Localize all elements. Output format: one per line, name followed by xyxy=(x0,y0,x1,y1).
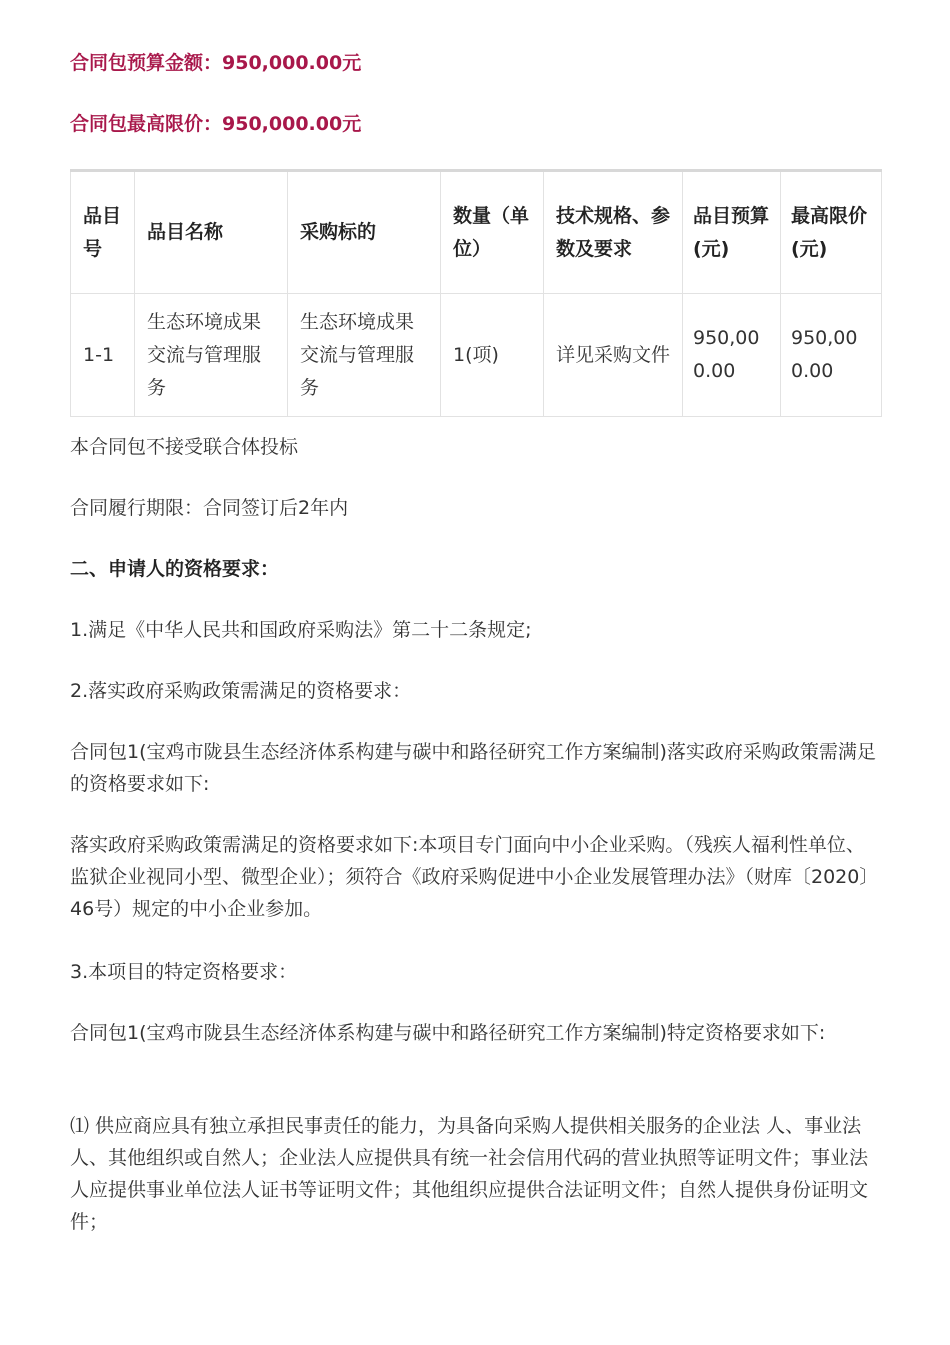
items-table xyxy=(70,169,882,417)
requirement-2-package: 合同包1(宝鸡市陇县生态经济体系构建与碳中和路径研究工作方案编制)落实政府采购政策需满足的资格要求如下: xyxy=(70,741,876,795)
cell-purchase-target: 生态环境成果交流与管理服务 xyxy=(288,294,441,417)
requirement-3-package: 合同包1(宝鸡市陇县生态经济体系构建与碳中和路径研究工作方案编制)特定资格要求如下: xyxy=(70,1022,826,1044)
header-max-price: 最高限价(元) xyxy=(781,171,882,294)
cell-item-budget: 950,000.00 xyxy=(683,294,781,417)
package-max-price: 合同包最高限价：950,000.00元 xyxy=(70,113,362,135)
cell-item-name: 生态环境成果交流与管理服务 xyxy=(135,294,288,417)
header-specs: 技术规格、参数及要求 xyxy=(544,171,683,294)
no-consortium-note: 本合同包不接受联合体投标 xyxy=(70,436,299,458)
requirement-2-detail: 落实政府采购政策需满足的资格要求如下:本项目专门面向中小企业采购。（残疾人福利性单位、监狱企业视同小型、微型企业）；须符合《政府采购促进中小企业发展管理办法》（财库〔2020〕46号）规定的中小企业参加。 xyxy=(70,834,879,920)
cell-quantity: 1(项) xyxy=(441,294,544,417)
package-budget: 合同包预算金额：950,000.00元 xyxy=(70,52,362,74)
requirement-1: 1.满足《中华人民共和国政府采购法》第二十二条规定; xyxy=(70,619,532,641)
table-header-row xyxy=(71,171,882,294)
cell-item-no: 1-1 xyxy=(71,294,135,417)
requirement-3: 3.本项目的特定资格要求： xyxy=(70,961,298,983)
requirement-3-item-1: ⑴ 供应商应具有独立承担民事责任的能力，为具备向采购人提供相关服务的企业法 人、事业法人、其他组织或自然人；企业法人应提供具有统一社会信用代码的营业执照等证明文件；事业法人应提供事业单位法人证书等证明文件；其他组织应提供合法证明文件；自然人提供身份证明文件； xyxy=(70,1115,869,1233)
header-item-no: 品目号 xyxy=(71,171,135,294)
header-item-name: 品目名称 xyxy=(135,171,288,294)
header-purchase-target: 采购标的 xyxy=(288,171,441,294)
section-2-title: 二、申请人的资格要求： xyxy=(70,558,280,580)
requirement-2: 2.落实政府采购政策需满足的资格要求： xyxy=(70,680,412,702)
cell-specs: 详见采购文件 xyxy=(544,294,683,417)
cell-max-price: 950,000.00 xyxy=(781,294,882,417)
table-row xyxy=(71,294,882,417)
header-item-budget: 品目预算(元) xyxy=(683,171,781,294)
header-quantity: 数量（单位） xyxy=(441,171,544,294)
contract-period: 合同履行期限：合同签订后2年内 xyxy=(70,497,349,519)
